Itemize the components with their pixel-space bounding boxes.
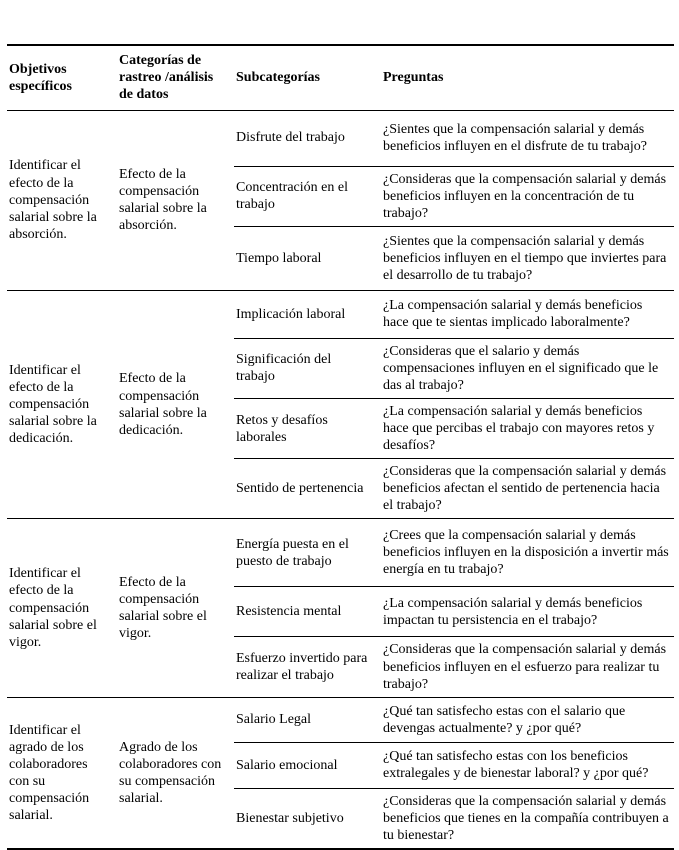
question-cell: ¿Crees que la compensación salarial y demás beneficios influyen en la disposición a invertir más energía en tu trabajo? — [381, 519, 674, 587]
table-row — [7, 697, 674, 742]
question-cell: ¿La compensación salarial y demás beneficios impactan tu persistencia en el trabajo? — [381, 587, 674, 637]
subcategory-cell: Esfuerzo invertido para realizar el trabajo — [234, 637, 381, 697]
category-cell: Efecto de la compensación salarial sobre la absorción. — [117, 110, 234, 290]
question-cell: ¿Consideras que la compensación salarial y demás beneficios influyen en la concentración de tu trabajo? — [381, 166, 674, 226]
subcategory-cell: Concentración en el trabajo — [234, 166, 381, 226]
question-cell: ¿Consideras que la compensación salarial y demás beneficios afectan el sentido de pertenencia hacia el trabajo? — [381, 459, 674, 519]
table-row — [7, 290, 674, 338]
column-header-objetivos: Objetivos específicos — [7, 45, 117, 110]
objective-cell: Identificar el efecto de la compensación salarial sobre el vigor. — [7, 519, 117, 697]
subcategory-cell: Tiempo laboral — [234, 226, 381, 290]
question-cell: ¿Sientes que la compensación salarial y demás beneficios influyen en el tiempo que inviertes para el desarrollo de tu trabajo? — [381, 226, 674, 290]
research-categories-table — [7, 44, 674, 850]
category-cell: Agrado de los colaboradores con su compensación salarial. — [117, 697, 234, 849]
subcategory-cell: Resistencia mental — [234, 587, 381, 637]
subcategory-cell: Bienestar subjetivo — [234, 788, 381, 849]
subcategory-cell: Sentido de pertenencia — [234, 459, 381, 519]
question-cell: ¿Consideras que la compensación salarial y demás beneficios que tienes en la compañía contribuyen a tu bienestar? — [381, 788, 674, 849]
question-cell: ¿La compensación salarial y demás beneficios hace que percibas el trabajo con mayores retos y desafíos? — [381, 398, 674, 458]
objective-cell: Identificar el efecto de la compensación salarial sobre la dedicación. — [7, 290, 117, 519]
subcategory-cell: Disfrute del trabajo — [234, 110, 381, 166]
subcategory-cell: Significación del trabajo — [234, 338, 381, 398]
question-cell: ¿Qué tan satisfecho estas con los beneficios extralegales y de bienestar laboral? y ¿por qué? — [381, 742, 674, 788]
table-header-row — [7, 45, 674, 110]
table-row — [7, 519, 674, 587]
category-cell: Efecto de la compensación salarial sobre la dedicación. — [117, 290, 234, 519]
question-cell: ¿Consideras que la compensación salarial y demás beneficios influyen en el esfuerzo para realizar tu trabajo? — [381, 637, 674, 697]
subcategory-cell: Energía puesta en el puesto de trabajo — [234, 519, 381, 587]
category-cell: Efecto de la compensación salarial sobre el vigor. — [117, 519, 234, 697]
question-cell: ¿Qué tan satisfecho estas con el salario que devengas actualmente? y ¿por qué? — [381, 697, 674, 742]
subcategory-cell: Salario Legal — [234, 697, 381, 742]
subcategory-cell: Implicación laboral — [234, 290, 381, 338]
objective-cell: Identificar el efecto de la compensación salarial sobre la absorción. — [7, 110, 117, 290]
subcategory-cell: Salario emocional — [234, 742, 381, 788]
question-cell: ¿La compensación salarial y demás beneficios hace que te sientas implicado laboralmente? — [381, 290, 674, 338]
column-header-subcategorias: Subcategorías — [234, 45, 381, 110]
question-cell: ¿Sientes que la compensación salarial y demás beneficios influyen en el disfrute de tu trabajo? — [381, 110, 674, 166]
subcategory-cell: Retos y desafíos laborales — [234, 398, 381, 458]
table-row — [7, 110, 674, 166]
column-header-categorias: Categorías de rastreo /análisis de datos — [117, 45, 234, 110]
objective-cell: Identificar el agrado de los colaboradores con su compensación salarial. — [7, 697, 117, 849]
column-header-preguntas: Preguntas — [381, 45, 674, 110]
question-cell: ¿Consideras que el salario y demás compensaciones influyen en el significado que le das al trabajo? — [381, 338, 674, 398]
